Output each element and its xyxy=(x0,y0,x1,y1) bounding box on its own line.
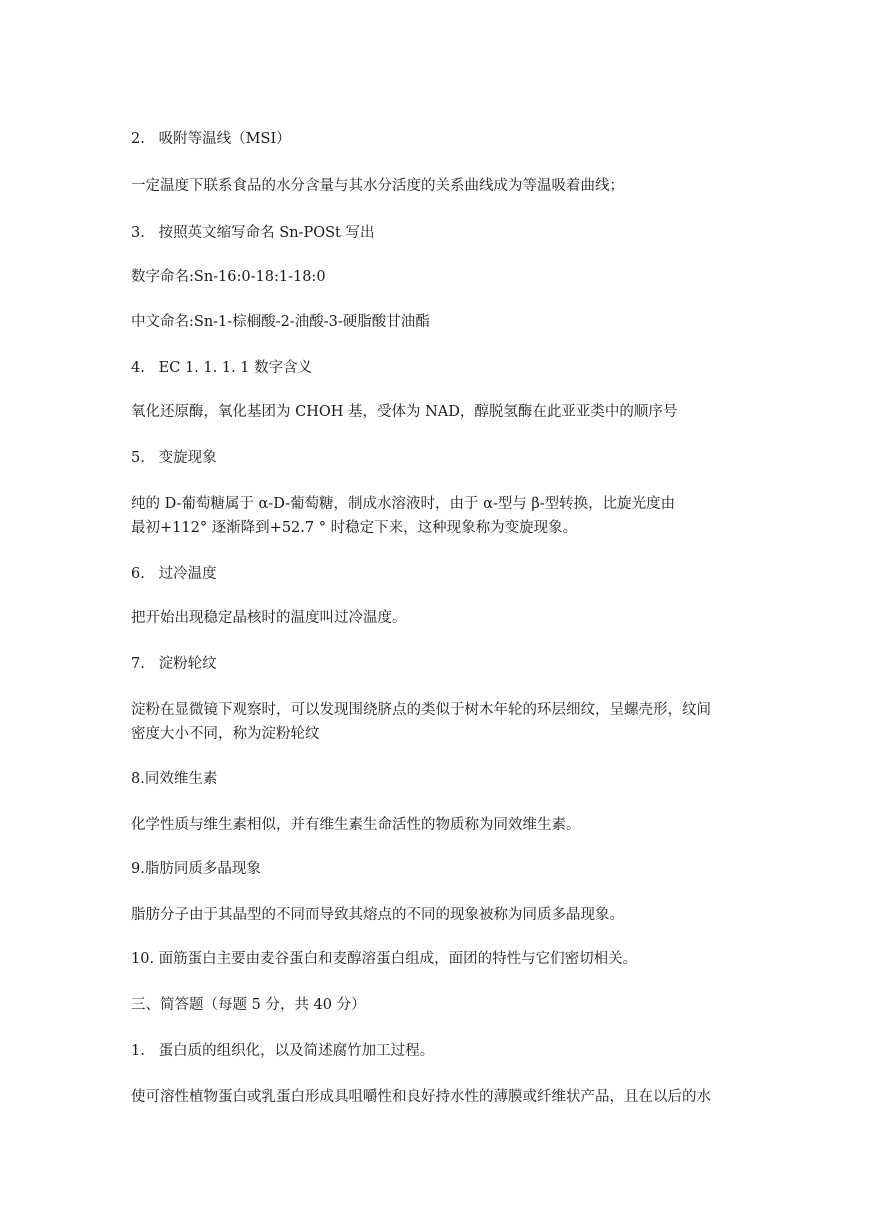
definition-starch-rings-line2: 密度大小不同，称为淀粉轮纹 xyxy=(131,726,320,742)
definition-ec: 氧化还原酶，氧化基团为 CHOH 基，受体为 NAD，醇脱氢酶在此亚亚类中的顺序号 xyxy=(131,404,678,420)
item-10-gluten: 10. 面筋蛋白主要由麦谷蛋白和麦醇溶蛋白组成，面团的特性与它们密切相关。 xyxy=(131,951,638,967)
heading-9-polymorphism: 9.脂肪同质多晶现象 xyxy=(131,861,261,877)
definition-starch-rings-line1: 淀粉在显微镜下观察时，可以发现围绕脐点的类似于树木年轮的环层细纹，呈螺壳形，纹间 xyxy=(131,702,711,718)
heading-2-msi: 2. 吸附等温线（MSI） xyxy=(131,131,291,147)
heading-6-supercooling: 6. 过冷温度 xyxy=(131,566,217,582)
section-3-heading: 三、简答题（每题 5 分，共 40 分） xyxy=(131,997,366,1013)
definition-mutarotation-line1: 纯的 D-葡萄糖属于 α-D-葡萄糖，制成水溶液时，由于 α-型与 β-型转换，比旋光度由 xyxy=(131,496,676,512)
numeric-name: 数字命名:Sn-16:0-18:1-18:0 xyxy=(131,269,326,285)
chinese-name: 中文命名:Sn-1-棕榈酸-2-油酸-3-硬脂酸甘油酯 xyxy=(131,314,430,330)
definition-mutarotation-line2: 最初+112° 逐渐降到+52.7 ° 时稳定下来，这种现象称为变旋现象。 xyxy=(131,520,578,536)
question-1-heading: 1. 蛋白质的组织化，以及简述腐竹加工过程。 xyxy=(131,1043,435,1059)
heading-3-sn-post: 3. 按照英文缩写命名 Sn-POSt 写出 xyxy=(131,225,375,241)
heading-8-vitamers: 8.同效维生素 xyxy=(131,771,218,787)
heading-7-starch-rings: 7. 淀粉轮纹 xyxy=(131,656,217,672)
definition-vitamers: 化学性质与维生素相似，并有维生素生命活性的物质称为同效维生素。 xyxy=(131,817,581,833)
answer-1-line1: 使可溶性植物蛋白或乳蛋白形成具咀嚼性和良好持水性的薄膜或纤维状产品，且在以后的水 xyxy=(131,1089,711,1105)
definition-polymorphism: 脂肪分子由于其晶型的不同而导致其熔点的不同的现象被称为同质多晶现象。 xyxy=(131,907,624,923)
definition-msi: 一定温度下联系食品的水分含量与其水分活度的关系曲线成为等温吸着曲线； xyxy=(131,178,624,194)
heading-5-mutarotation: 5. 变旋现象 xyxy=(131,450,217,466)
heading-4-ec: 4. EC 1. 1. 1. 1 数字含义 xyxy=(131,360,313,376)
definition-supercooling: 把开始出现稳定晶核时的温度叫过冷温度。 xyxy=(131,610,407,626)
